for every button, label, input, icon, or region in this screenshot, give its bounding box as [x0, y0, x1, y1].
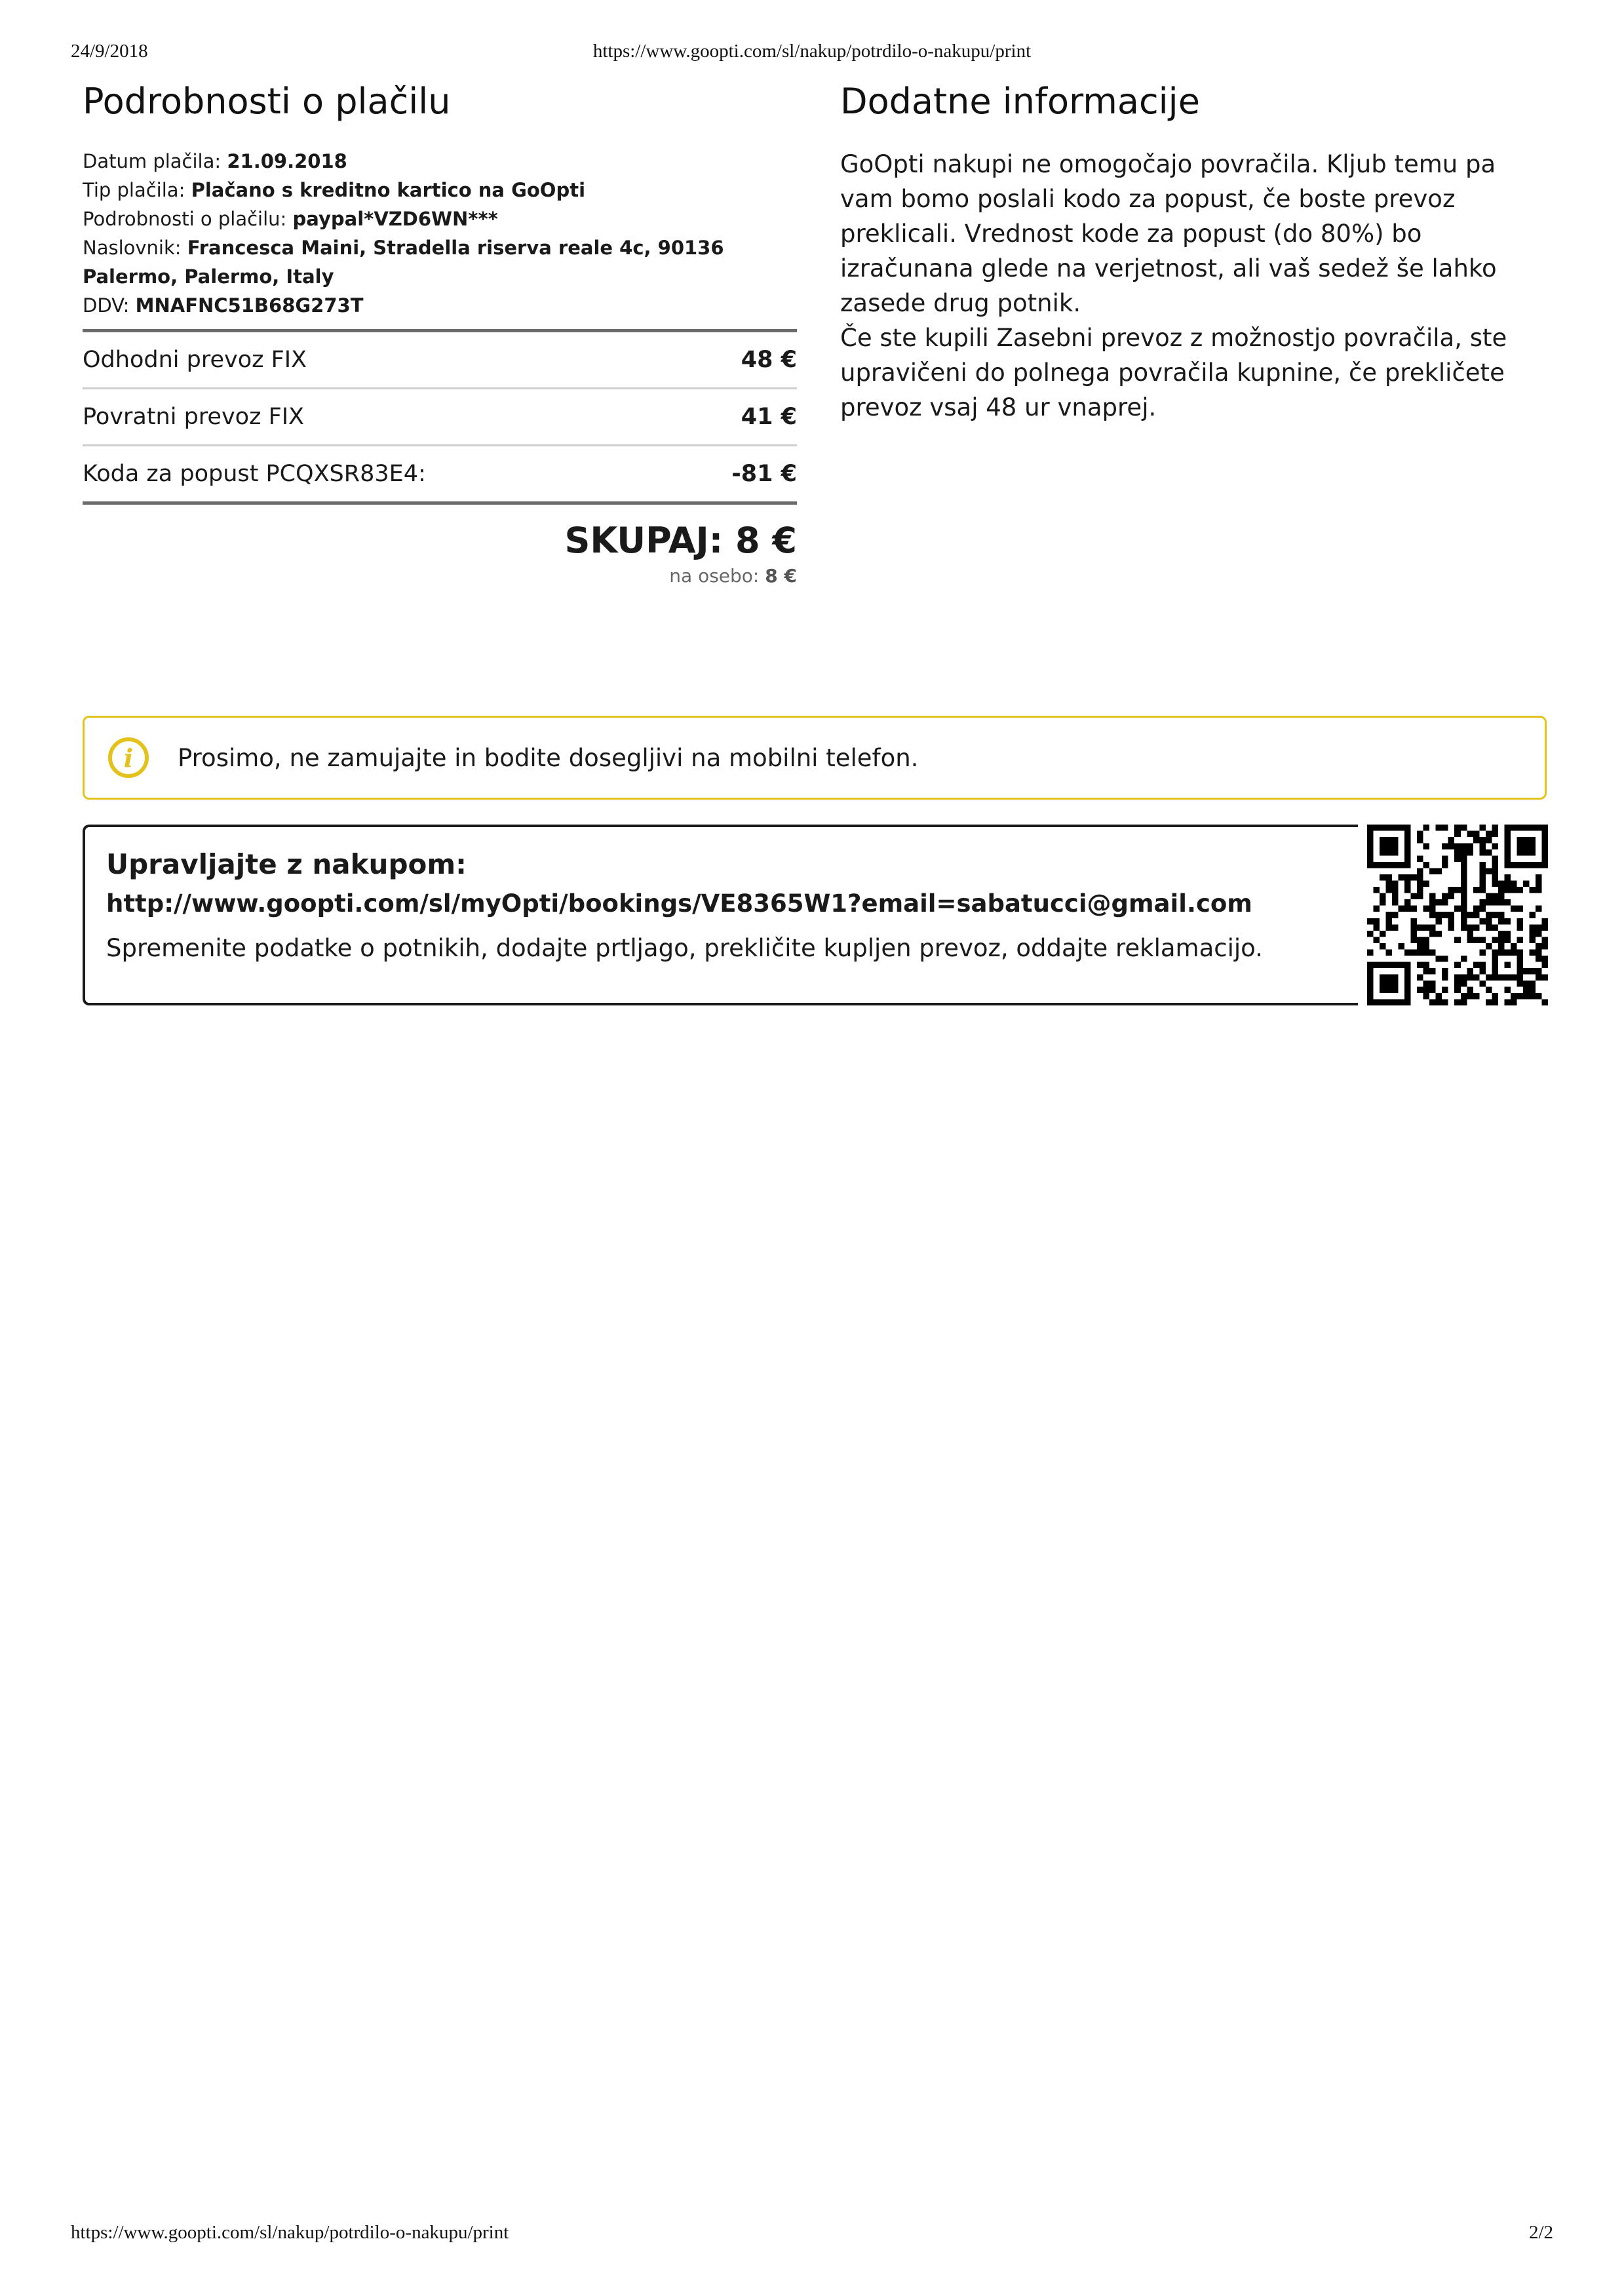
- vat-row: [83, 291, 797, 320]
- line-item: [83, 389, 797, 446]
- line-item-amount: 41 €: [741, 404, 797, 430]
- manage-booking-box: [83, 825, 1358, 1005]
- notice-banner: [83, 716, 1547, 800]
- manage-booking-section: [83, 825, 1547, 1005]
- recipient-label: Naslovnik:: [83, 237, 187, 259]
- print-header: [0, 41, 1624, 67]
- payment-info-row: [83, 204, 797, 233]
- payment-info-value: paypal*VZD6WN***: [292, 208, 498, 230]
- info-paragraph: Če ste kupili Zasebni prevoz z možnostjo povračila, ste upravičeni do polnega povračila kupnine, če prekličete prevoz vsaj 48 ur vnaprej.: [840, 324, 1507, 421]
- additional-info-title: Dodatne informacije: [840, 81, 1200, 122]
- print-date: 24/9/2018: [71, 41, 148, 62]
- vat-label: DDV:: [83, 294, 136, 317]
- recipient-value: Francesca Maini, Stradella riserva reale 4c, 90136 Palermo, Palermo, Italy: [83, 237, 724, 288]
- page-number: 2/2: [1528, 2222, 1553, 2243]
- payment-details-section: [83, 79, 797, 587]
- payment-type-value: Plačano s kreditno kartico na GoOpti: [191, 179, 586, 201]
- notice-text: Prosimo, ne zamujajte in bodite dosegljivi na mobilni telefon.: [178, 743, 919, 772]
- footer-url: https://www.goopti.com/sl/nakup/potrdilo-o-nakupu/print: [71, 2222, 509, 2243]
- payment-info-label: Podrobnosti o plačilu:: [83, 208, 293, 230]
- payment-type-row: [83, 176, 797, 204]
- line-item-amount: -81 €: [731, 461, 797, 487]
- manage-booking-title: Upravljajte z nakupom:: [106, 848, 467, 880]
- additional-info-section: [840, 79, 1555, 425]
- line-item-label: Odhodni prevoz FIX: [83, 347, 307, 373]
- print-url: https://www.goopti.com/sl/nakup/potrdilo-o-nakupu/print: [592, 41, 1032, 62]
- qr-code-icon: [1367, 825, 1548, 1005]
- manage-booking-link[interactable]: http://www.goopti.com/sl/myOpti/bookings/VE8365W1?email=sabatucci@gmail.com: [106, 889, 1252, 918]
- payment-meta: [83, 147, 797, 320]
- recipient-row: [83, 233, 797, 291]
- line-item: [83, 332, 797, 389]
- payment-date-label: Datum plačila:: [83, 150, 227, 172]
- info-icon: i: [108, 737, 149, 778]
- payment-details-title: Podrobnosti o plačilu: [83, 81, 451, 122]
- additional-info-text: [840, 147, 1555, 425]
- line-item-label: Koda za popust PCQXSR83E4:: [83, 461, 426, 487]
- total-amount: SKUPAJ: 8 €: [564, 520, 797, 561]
- line-item: [83, 446, 797, 505]
- per-person-value: 8 €: [765, 565, 797, 587]
- print-footer: [0, 2222, 1624, 2248]
- manage-booking-description: Spremenite podatke o potnikih, dodajte prtljago, prekličite kupljen prevoz, oddajte reklamacijo.: [106, 934, 1263, 962]
- line-item-label: Povratni prevoz FIX: [83, 404, 305, 430]
- vat-value: MNAFNC51B68G273T: [135, 294, 364, 317]
- info-paragraph: GoOpti nakupi ne omogočajo povračila. Kljub temu pa vam bomo poslali kodo za popust, če boste prevoz preklicali. Vrednost kode za popust (do 80%) bo izračunana glede na verjetnost, ali vaš sedež še lahko zasede drug potnik.: [840, 150, 1497, 317]
- payment-date-row: [83, 147, 797, 176]
- line-items: [83, 329, 797, 505]
- payment-date-value: 21.09.2018: [227, 150, 347, 172]
- payment-type-label: Tip plačila:: [83, 179, 191, 201]
- per-person-amount: [83, 565, 797, 587]
- line-item-amount: 48 €: [741, 347, 797, 373]
- per-person-label: na osebo:: [669, 565, 765, 587]
